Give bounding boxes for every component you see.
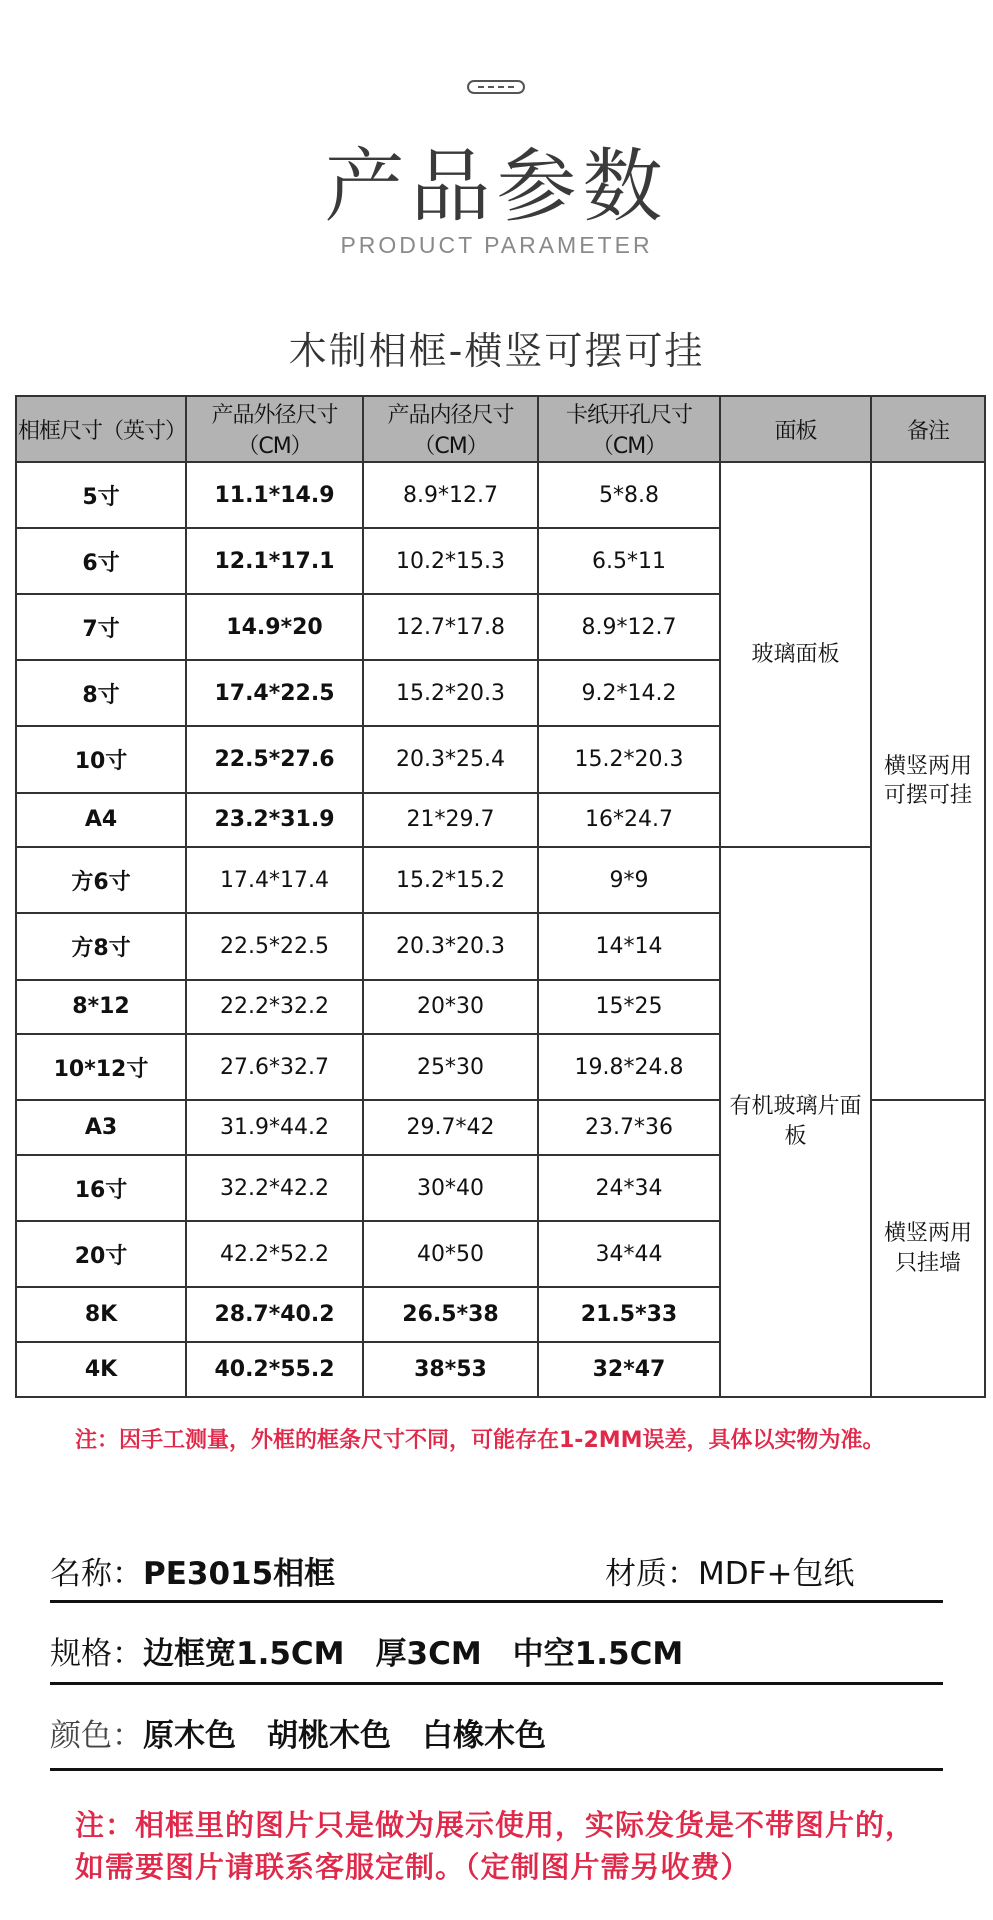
table-row — [16, 847, 985, 913]
mat-opening-cell: 15.2*20.3 — [538, 726, 720, 792]
frame-size-cell: 8K — [16, 1287, 186, 1342]
mat-opening-cell: 21.5*33 — [538, 1287, 720, 1342]
measurement-note: 注：因手工测量，外框的框条尺寸不同，可能存在1-2MM误差，具体以实物为准。 — [75, 1428, 885, 1453]
mat-opening-cell: 24*34 — [538, 1155, 720, 1221]
inner-size-cell: 8.9*12.7 — [363, 462, 538, 528]
material-group — [605, 1548, 854, 1593]
outer-size-cell: 27.6*32.7 — [186, 1034, 363, 1100]
remark-line: 横竖两用 — [883, 1221, 972, 1247]
inner-size-cell: 15.2*20.3 — [363, 660, 538, 726]
material-value: MDF+包纸 — [698, 1556, 855, 1592]
column-header: 面板 — [720, 396, 871, 462]
mat-opening-cell: 15*25 — [538, 980, 720, 1035]
panel-glass-cell: 玻璃面板 — [720, 462, 871, 847]
mat-opening-cell: 9.2*14.2 — [538, 660, 720, 726]
spec-label: 规格： — [50, 1636, 143, 1672]
column-header: 卡纸开孔尺寸（CM） — [538, 396, 720, 462]
frame-size-cell: 7寸 — [16, 594, 186, 660]
inner-size-cell: 30*40 — [363, 1155, 538, 1221]
name-label: 名称： — [50, 1556, 143, 1592]
divider — [50, 1600, 943, 1603]
outer-size-cell: 32.2*42.2 — [186, 1155, 363, 1221]
info-color-row — [50, 1710, 943, 1755]
outer-size-cell: 22.5*27.6 — [186, 726, 363, 792]
mat-opening-cell: 19.8*24.8 — [538, 1034, 720, 1100]
inner-size-cell: 38*53 — [363, 1342, 538, 1397]
outer-size-cell: 14.9*20 — [186, 594, 363, 660]
inner-size-cell: 20.3*20.3 — [363, 913, 538, 979]
outer-size-cell: 40.2*55.2 — [186, 1342, 363, 1397]
mat-opening-cell: 16*24.7 — [538, 793, 720, 848]
mat-opening-cell: 23.7*36 — [538, 1100, 720, 1155]
mat-opening-cell: 34*44 — [538, 1221, 720, 1287]
inner-size-cell: 20.3*25.4 — [363, 726, 538, 792]
material-label: 材质： — [605, 1556, 698, 1592]
image-note-line2: 如需要图片请联系客服定制。（定制图片需另收费） — [75, 1850, 751, 1884]
outer-size-cell: 28.7*40.2 — [186, 1287, 363, 1342]
outer-size-cell: 11.1*14.9 — [186, 462, 363, 528]
mat-opening-cell: 9*9 — [538, 847, 720, 913]
remark-line: 可摆可挂 — [883, 783, 972, 809]
inner-size-cell: 10.2*15.3 — [363, 528, 538, 594]
column-header: 备注 — [871, 396, 985, 462]
name-value: PE3015相框 — [143, 1556, 336, 1592]
outer-size-cell: 42.2*52.2 — [186, 1221, 363, 1287]
remark-line: 只挂墙 — [894, 1250, 961, 1276]
outer-size-cell: 22.5*22.5 — [186, 913, 363, 979]
remark-cell-standing-hanging — [871, 462, 985, 1100]
outer-size-cell: 31.9*44.2 — [186, 1100, 363, 1155]
outer-size-cell: 22.2*32.2 — [186, 980, 363, 1035]
outer-size-cell: 23.2*31.9 — [186, 793, 363, 848]
spec-table — [15, 395, 986, 1398]
frame-size-cell: A3 — [16, 1100, 186, 1155]
info-spec-row — [50, 1628, 943, 1673]
decorative-ornament-icon — [466, 80, 526, 94]
divider — [50, 1768, 943, 1771]
mat-opening-cell: 14*14 — [538, 913, 720, 979]
frame-size-cell: 10*12寸 — [16, 1034, 186, 1100]
inner-size-cell: 29.7*42 — [363, 1100, 538, 1155]
inner-size-cell: 40*50 — [363, 1221, 538, 1287]
column-header: 产品内径尺寸（CM） — [363, 396, 538, 462]
frame-size-cell: 8寸 — [16, 660, 186, 726]
panel-acrylic-cell: 有机玻璃片面板 — [720, 847, 871, 1397]
divider — [50, 1682, 943, 1685]
image-note-line1: 注：相框里的图片只是做为展示使用，实际发货是不带图片的， — [75, 1808, 916, 1842]
column-header: 产品外径尺寸（CM） — [186, 396, 363, 462]
frame-size-cell: 5寸 — [16, 462, 186, 528]
table-row — [16, 462, 985, 528]
inner-size-cell: 26.5*38 — [363, 1287, 538, 1342]
frame-size-cell: 4K — [16, 1342, 186, 1397]
table-title: 木制相框-横竖可摆可挂 — [288, 329, 705, 373]
column-header: 相框尺寸（英寸） — [16, 396, 186, 462]
color-label: 颜色： — [50, 1718, 143, 1754]
page-subtitle: PRODUCT PARAMETER — [340, 232, 653, 258]
outer-size-cell: 17.4*22.5 — [186, 660, 363, 726]
frame-size-cell: 8*12 — [16, 980, 186, 1035]
page-title: 产品参数 — [324, 140, 669, 233]
frame-size-cell: A4 — [16, 793, 186, 848]
frame-size-cell: 20寸 — [16, 1221, 186, 1287]
inner-size-cell: 12.7*17.8 — [363, 594, 538, 660]
inner-size-cell: 15.2*15.2 — [363, 847, 538, 913]
table-header-row — [16, 396, 985, 462]
inner-size-cell: 25*30 — [363, 1034, 538, 1100]
mat-opening-cell: 5*8.8 — [538, 462, 720, 528]
mat-opening-cell: 32*47 — [538, 1342, 720, 1397]
frame-size-cell: 16寸 — [16, 1155, 186, 1221]
frame-size-cell: 10寸 — [16, 726, 186, 792]
mat-opening-cell: 8.9*12.7 — [538, 594, 720, 660]
frame-size-cell: 方6寸 — [16, 847, 186, 913]
spec-value: 边框宽1.5CM 厚3CM 中空1.5CM — [143, 1636, 684, 1672]
remark-line: 横竖两用 — [883, 753, 972, 779]
outer-size-cell: 17.4*17.4 — [186, 847, 363, 913]
outer-size-cell: 12.1*17.1 — [186, 528, 363, 594]
info-name-material-row — [50, 1548, 943, 1593]
inner-size-cell: 20*30 — [363, 980, 538, 1035]
color-value: 原木色 胡桃木色 白橡木色 — [143, 1718, 546, 1754]
inner-size-cell: 21*29.7 — [363, 793, 538, 848]
mat-opening-cell: 6.5*11 — [538, 528, 720, 594]
frame-size-cell: 6寸 — [16, 528, 186, 594]
frame-size-cell: 方8寸 — [16, 913, 186, 979]
remark-cell-wall-only — [871, 1100, 985, 1397]
